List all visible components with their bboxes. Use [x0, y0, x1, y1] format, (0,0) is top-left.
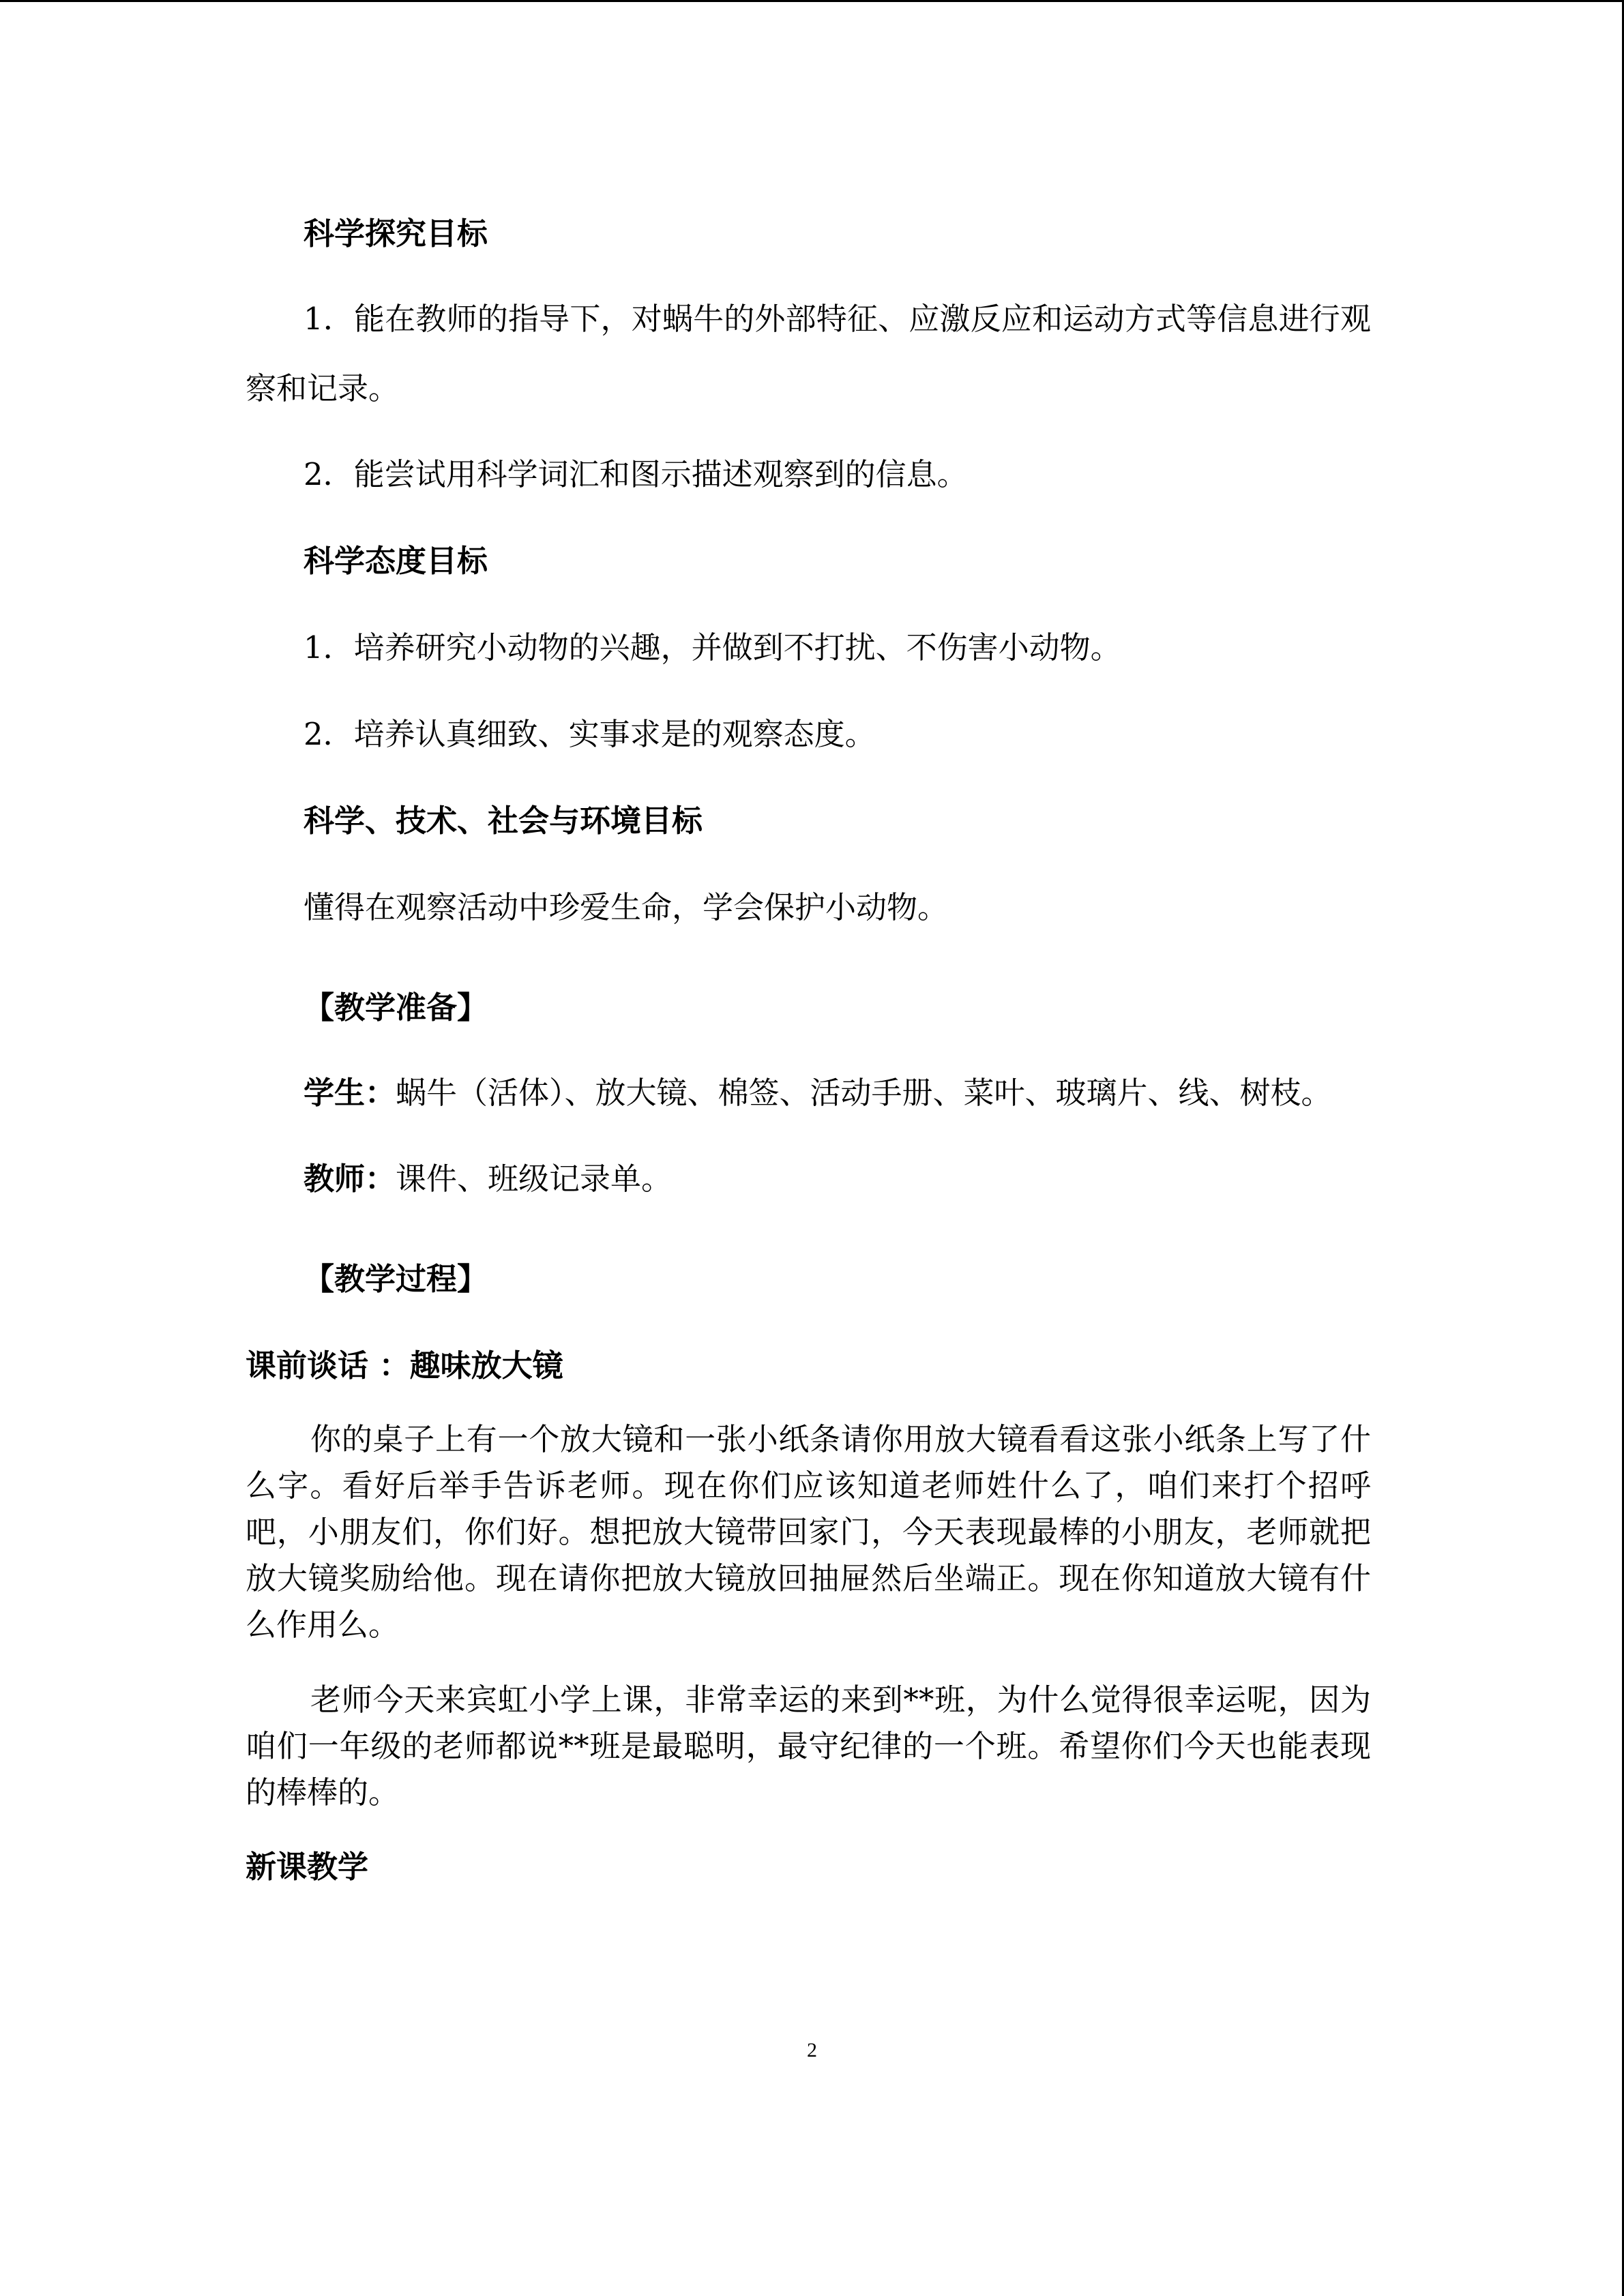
inquiry-goal-2: 2．能尝试用科学词汇和图示描述观察到的信息。 — [304, 456, 968, 492]
pre-class-talk-heading: 课前谈话 ：趣味放大镜 — [246, 1347, 563, 1384]
prep-student — [246, 1058, 1371, 1128]
stse-goal-text: 懂得在观察活动中珍爱生命，学会保护小动物。 — [304, 889, 949, 925]
teaching-process-heading: 【教学过程】 — [304, 1261, 488, 1297]
attitude-goal-1: 1．培养研究小动物的兴趣，并做到不打扰、不伤害小动物。 — [304, 629, 1121, 666]
new-lesson-heading: 新课教学 — [246, 1849, 369, 1885]
inquiry-goal-1: 1．能在教师的指导下，对蜗牛的外部特征、应激反应和运动方式等信息进行观察和记录。 — [246, 301, 1371, 406]
inquiry-goals-heading: 科学探究目标 — [304, 215, 488, 252]
pre-class-talk-paragraph-1: 你的桌子上有一个放大镜和一张小纸条请你用放大镜看看这张小纸条上写了什么字。看好后举手告诉老师。现在你们应该知道老师姓什么了，咱们来打个招呼吧，小朋友们，你们好。想把放大镜带回家门，今天表现最棒的小朋友，老师就把放大镜奖励给他。现在请你把放大镜放回抽屉然后坐端正。现在你知道放大镜有什么作用么。 — [246, 1421, 1371, 1643]
page-number: 2 — [807, 2039, 817, 2061]
prep-student-label: 学生： — [304, 1075, 396, 1111]
stse-goals-heading: 科学、技术、社会与环境目标 — [304, 803, 703, 839]
prep-teacher-label: 教师： — [304, 1161, 396, 1197]
document-body — [246, 198, 1371, 1903]
prep-teacher — [246, 1143, 1371, 1214]
teaching-prep-heading: 【教学准备】 — [304, 989, 488, 1026]
pre-class-talk-paragraph-2: 老师今天来宾虹小学上课，非常幸运的来到**班，为什么觉得很幸运呢，因为咱们一年级的老师都说**班是最聪明，最守纪律的一个班。希望你们今天也能表现的棒棒的。 — [246, 1682, 1371, 1810]
attitude-goal-2: 2．培养认真细致、实事求是的观察态度。 — [304, 716, 876, 752]
prep-student-text: 蜗牛（活体）、放大镜、棉签、活动手册、菜叶、玻璃片、线、树枝。 — [396, 1075, 1332, 1111]
prep-teacher-text: 课件、班级记录单。 — [396, 1161, 673, 1197]
attitude-goals-heading: 科学态度目标 — [304, 543, 488, 579]
